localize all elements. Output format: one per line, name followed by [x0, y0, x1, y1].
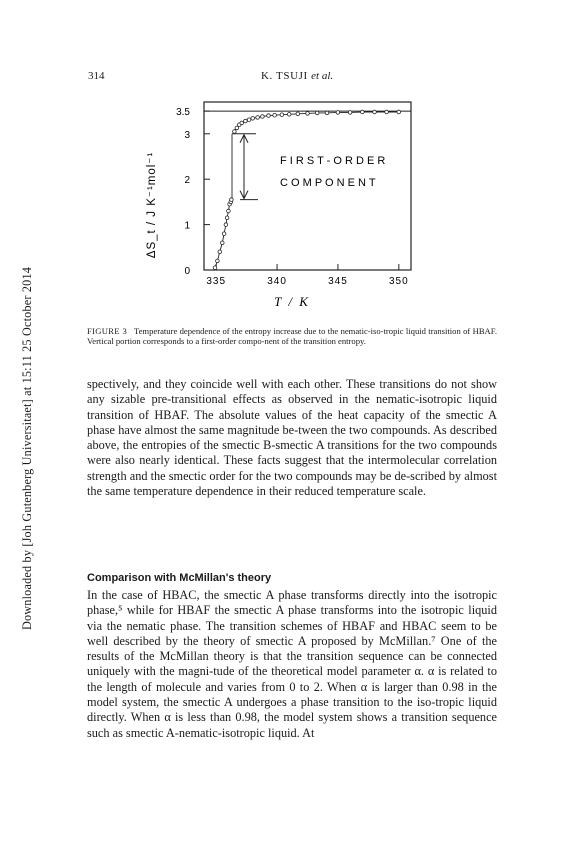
paragraph-2 [87, 588, 497, 741]
x-axis-label: T / K [274, 294, 310, 309]
data-point [213, 266, 217, 270]
data-point [251, 117, 255, 121]
data-point [385, 110, 389, 114]
data-point [336, 111, 340, 115]
running-head-authors: K. TSUJI [261, 70, 308, 82]
x-tick-label: 340 [267, 276, 287, 287]
annotation-line1: F I R S T - O R D E R [280, 155, 386, 167]
y-axis-label: ΔS_t / J K⁻¹mol⁻¹ [146, 151, 158, 259]
data-point [361, 110, 365, 114]
data-curve [215, 112, 399, 268]
x-tick-label: 335 [206, 276, 227, 287]
data-point [315, 111, 319, 115]
data-point [325, 111, 329, 115]
section-heading: Comparison with McMillan's theory [87, 572, 272, 584]
data-point [244, 119, 248, 123]
caption-text: Temperature dependence of the entropy increase due to the nematic-iso-tropic liquid transition of HBAF. Vertical portion corresponds to a first-order compo-nent of the transition entropy. [87, 326, 497, 347]
y-tick-label: 3 [184, 129, 190, 141]
y-tick-label: 0 [184, 266, 190, 277]
y-tick-label: 1 [184, 220, 190, 232]
y-tick-label: 2 [184, 175, 190, 187]
page-number: 314 [88, 70, 105, 82]
annotation-line2: C O M P O N E N T [280, 177, 376, 189]
data-point [287, 113, 291, 117]
data-point [216, 259, 220, 263]
figure-caption [87, 326, 497, 347]
data-point [373, 110, 377, 114]
data-point [261, 115, 265, 119]
data-point [230, 198, 234, 202]
paragraph-1 [87, 377, 497, 499]
paragraph-1-text: spectively, and they coincide well with each other. These transitions do not show any sizable pre-transitional effects as observed in the nematic-isotropic liquid transition of HBAF. The absolute values of the heat capacity of the smectic A phase have almost the same magnitude be-tween the two compounds. As described above, the entropies of the smectic B-smectic A transitions for the two compounds were also nearly identical. These facts suggest that the intermolecular correlation strength and the smectic order for the two compounds may be de-scribed by almost the same temperature dependence in their reduced temperature scale. [87, 377, 497, 499]
data-point [221, 241, 225, 245]
data-point [240, 121, 244, 125]
paragraph-2-text: In the case of HBAC, the smectic A phase transforms directly into the isotropic phase,⁵ while for HBAF the smectic A phase transforms into the isotropic liquid via the nematic phase. The transition schemes of HBAF and HBAC seem to be well described by the theory of smectic A proposed by McMillan.⁷ One of the results of the McMillan theory is that the transition sequence can be connected uniquely with the magni-tude of the theoretical model parameter α. α is related to the length of molecule and varies from 0 to 2. When α is larger than 0.98 in the model system, the smectic A undergoes a phase transition to the iso-tropic liquid directly. When α is less than 0.98, the model system shows a transition sequence such as smectic A-nematic-isotropic liquid. At [87, 588, 497, 740]
first-order-arrow [232, 134, 258, 200]
data-point [235, 126, 239, 130]
entropy-figure [0, 0, 576, 320]
y-tick-label: 3.5 [176, 107, 190, 119]
data-point [256, 116, 260, 120]
data-point [225, 216, 229, 220]
data-point [306, 112, 310, 116]
y-axis-ticks [176, 107, 210, 277]
data-point [233, 130, 237, 134]
data-point [296, 112, 300, 116]
data-point [227, 209, 231, 213]
data-point [273, 113, 277, 117]
caption-label: FIGURE 3 [87, 326, 128, 336]
data-point [224, 223, 228, 227]
download-stamp-text: Downloaded by [Joh Gutenberg Universitaet] at 15:11 25 October 2014 [20, 266, 34, 630]
data-point [267, 114, 271, 118]
x-tick-label: 350 [388, 276, 409, 287]
x-tick-label: 345 [328, 276, 348, 287]
running-head-etal: et al. [311, 70, 334, 82]
data-point [397, 110, 401, 114]
data-point [222, 232, 226, 236]
data-point [218, 250, 222, 254]
data-point [280, 113, 284, 117]
data-point [348, 111, 352, 115]
x-axis-ticks [206, 264, 408, 287]
data-point [247, 118, 251, 122]
